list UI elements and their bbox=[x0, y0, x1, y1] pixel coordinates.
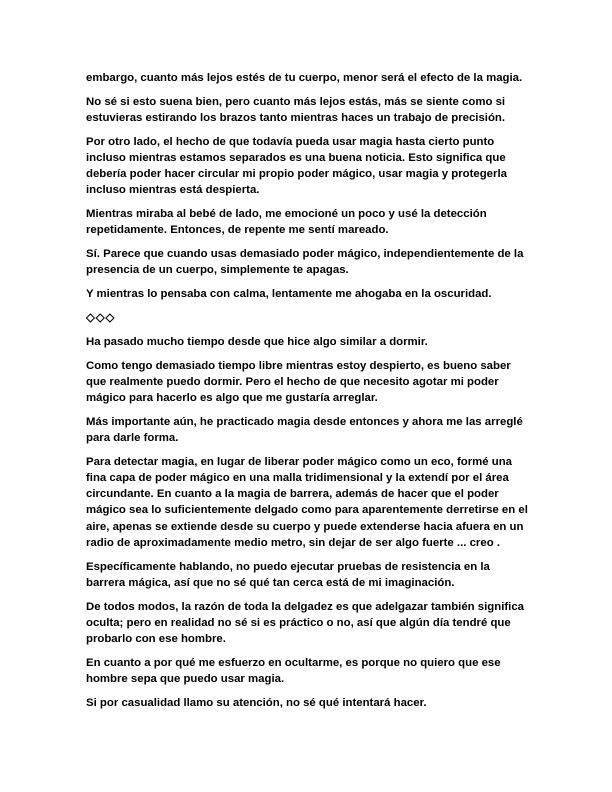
paragraph-9: Más importante aún, he practicado magia desde entonces y ahora me las arreglé para darle forma. bbox=[86, 415, 523, 444]
paragraph-7: Ha pasado mucho tiempo desde que hice algo similar a dormir. bbox=[86, 335, 428, 348]
paragraph-11: Específicamente hablando, no puedo ejecutar pruebas de resistencia en la barrera mágica, así que no sé qué tan cerca está de mi imaginación. bbox=[86, 560, 490, 589]
scene-separator: ◇◇◇ bbox=[86, 312, 116, 324]
paragraph-3: Por otro lado, el hecho de que todavía pueda usar magia hasta cierto punto incluso mientras estamos separados es una buena noticia. Esto significa que debería poder hacer circular mi propio poder mágico, usar magia y protegerla incluso mientras está despierta. bbox=[86, 135, 507, 197]
paragraph-10: Para detectar magia, en lugar de liberar poder mágico como un eco, formé una fina capa de poder mágico en una malla tridimensional y la extendí por el área circundante. En cuanto a la magia de barrera, además de hacer que el poder mágico sea lo suficientemente delgado como para aparentemente derretirse en el aire, apenas se extiende desde su cuerpo y puede extenderse hacia afuera en un radio de aproximadamente medio metro, sin dejar de ser algo fuerte ... creo . bbox=[86, 455, 528, 549]
paragraph-13: En cuanto a por qué me esfuerzo en ocultarme, es porque no quiero que ese hombre sepa que puedo usar magia. bbox=[86, 656, 501, 686]
paragraph-4: Mientras miraba al bebé de lado, me emocioné un poco y usé la detección repetidamente. Entonces, de repente me sentí mareado. bbox=[86, 208, 487, 237]
paragraph-14: Si por casualidad llamo su atención, no sé qué intentará hacer. bbox=[86, 696, 427, 709]
paragraph-1: embargo, cuanto más lejos estés de tu cuerpo, menor será el efecto de la magia. bbox=[86, 72, 523, 84]
paragraph-6: Y mientras lo pensaba con calma, lentamente me ahogaba en la oscuridad. bbox=[86, 288, 492, 301]
paragraph-2: No sé si esto suena bien, pero cuanto más lejos estás, más se siente como si estuvieras estirando los brazos tanto mientras haces un trabajo de precisión. bbox=[86, 95, 506, 124]
paragraph-8: Como tengo demasiado tiempo libre mientras estoy despierto, es bueno saber que realmente puedo dormir. Pero el hecho de que necesito agotar mi poder mágico para hacerlo es algo que me gustaría arreglar. bbox=[86, 359, 511, 404]
document-page bbox=[86, 70, 532, 719]
paragraph-5: Sí. Parece que cuando usas demasiado poder mágico, independientemente de la presencia de un cuerpo, simplemente te apagas. bbox=[86, 248, 524, 277]
paragraph-12: De todos modos, la razón de toda la delgadez es que adelgazar también significa oculta; pero en realidad no sé si es práctico o no, así que algún día tendré que probarlo con ese hombre. bbox=[86, 600, 525, 646]
